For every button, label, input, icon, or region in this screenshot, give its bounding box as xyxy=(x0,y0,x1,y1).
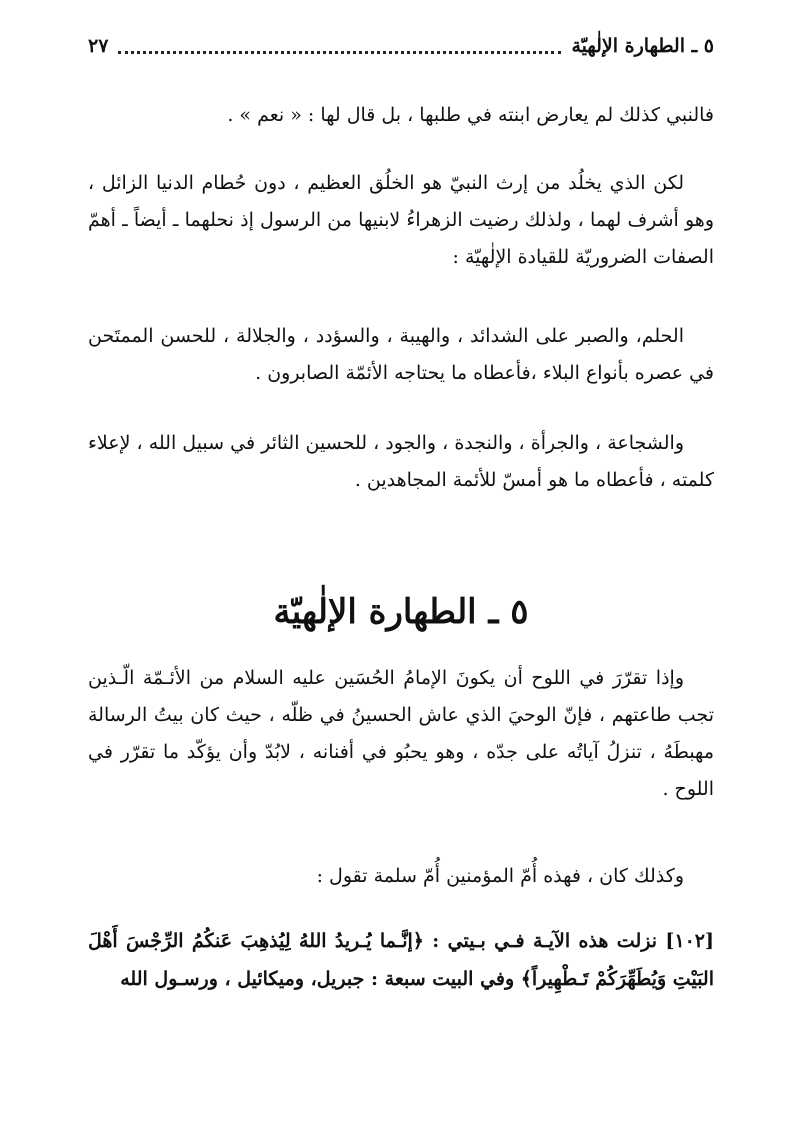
paragraph-2: لكن الذي يخلُد من إرث النبيّ هو الخلُق العظيم ، دون حُطام الدنيا الزائل ، وهو أشرف لهما ، ولذلك رضيت الزهراءُ لابنيها من الرسول إذ نحلهما ـ أيضاً ـ أهمّ الصفات الضروريّة للقيادة الإلٰهيّة : xyxy=(88,172,714,268)
dot-leader xyxy=(118,51,561,54)
hadith-text: نزلت هذه الآيـة فـي بـيتي : ﴿إنَّـما يُـريدُ اللهُ لِيُذهِبَ عَنكُمُ الرِّجْسَ أَهْلَ البَيْتِ وَيُطَهِّرَكُمْ تَـطْهِيراً﴾ وفي البيت سبعة : جبريل، وميكائيل ، ورسـول الله xyxy=(88,930,714,990)
paragraph-1: فالنبي كذلك لم يعارض ابنته في طلبها ، بل قال لها : « نعم » . xyxy=(227,104,714,126)
paragraph-3: الحلم، والصبر على الشدائد ، والهيبة ، والسؤدد ، والجلالة ، للحسن الممتَحن في عصره بأنواع البلاء ،فأعطاه ما يحتاجه الأئمّة الصابرون . xyxy=(88,325,714,384)
page-number: ٢٧ xyxy=(88,35,109,57)
running-header-title: ٥ ـ الطهارة الإلٰهيّة xyxy=(571,35,714,57)
chapter-title: ٥ ـ الطهارة الإلٰهيّة xyxy=(273,592,529,632)
running-header xyxy=(88,30,714,62)
paragraph-4: والشجاعة ، والجرأة ، والنجدة ، والجود ، للحسين الثائر في سبيل الله ، لإعلاء كلمته ، فأعطاه ما هو أمسّ للأئمة المجاهدين . xyxy=(88,432,714,491)
paragraph-6: وكذلك كان ، فهذه أُمّ المؤمنين أُمّ سلمة تقول : xyxy=(316,865,684,887)
hadith-number: [١٠٢] xyxy=(665,930,714,952)
paragraph-5: وإذا تقرّرَ في اللوح أن يكونَ الإمامُ الحُسَين عليه السلام من الأئـمّة الّـذين تجب طاعتهم ، فإنّ الوحيَ الذي عاش الحسينُ في ظلّه ، حيث كان بيتُ الرسالة مهبطَهُ ، تنزلُ آياتُه على جدّه ، وهو يحبُو في أفنانه ، لابُدّ وأن يؤكّد ما تقرّر في اللوح . xyxy=(88,667,714,800)
hadith-block xyxy=(88,922,714,998)
